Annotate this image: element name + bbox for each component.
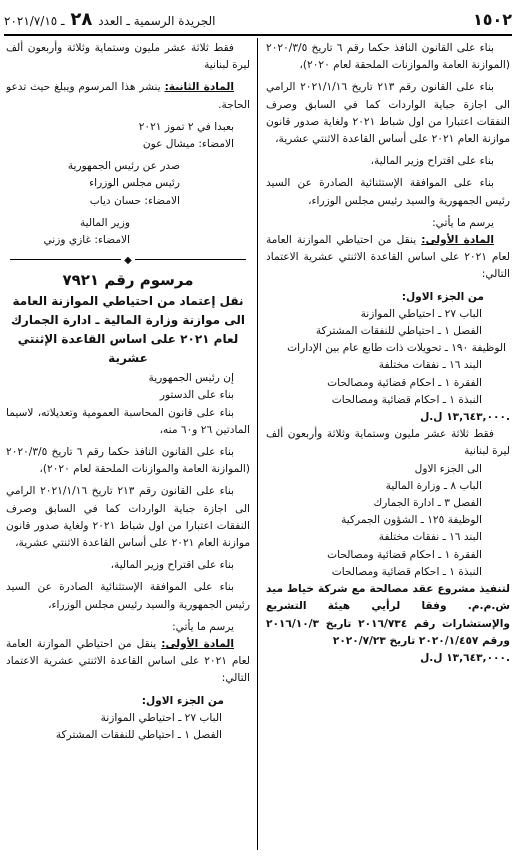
page-number: ١٥٠٢ — [472, 9, 512, 29]
left-column — [6, 40, 250, 852]
list-item: الوظيفة ١٩٠ ـ تحويلات ذات طابع عام بين الإدارات — [287, 342, 506, 355]
list-item: الباب ٢٧ ـ احتياطي الموازنة — [360, 307, 482, 320]
issue-info — [4, 9, 216, 30]
signature-finance: الامضاء: غازي وزني — [43, 234, 130, 247]
paragraph: بناء على اقتراح وزير المالية، — [110, 559, 234, 572]
article-label: المادة الثانية: — [164, 81, 234, 94]
paragraph: إن رئيس الجمهورية — [148, 372, 234, 385]
issued-by: صدر عن رئيس الجمهورية — [67, 160, 180, 173]
list-item: الفقرة ١ ـ احكام قضائية ومصالحات — [327, 376, 482, 389]
article-text: ينشر هذا المرسوم ويبلغ حيث تدعو الحاجة. — [6, 81, 250, 111]
article-1 — [266, 232, 510, 284]
paragraph: بناء على الموافقة الإستثنائية الصادرة عن السيد رئيس الجمهورية والسيد رئيس مجلس الوزراء، — [266, 177, 510, 207]
date-line: بعبدا في ٢ تموز ٢٠٢١ — [138, 120, 234, 133]
list-item: الفصل ١ ـ احتياطي للنفقات المشتركة — [315, 325, 482, 338]
paragraph: بناء على القانون النافذ حكما رقم ٦ تاريخ ٢٠٢٠/٣/٥ (الموازنة العامة والموازنات الملحقة لعام ٢٠٢٠)، — [266, 42, 510, 72]
right-column — [266, 40, 510, 852]
list-item: الباب ٢٧ ـ احتياطي الموازنة — [100, 711, 222, 724]
paragraph: يرسم ما يأتي: — [432, 216, 494, 229]
article-text: ينقل من احتياطي الموازنة العامة لعام ٢٠٢١ على اساس القاعدة الاثنتي عشرية الاعتماد التالي: — [266, 234, 510, 281]
list-item: النبذة ١ ـ احكام قضائية ومصالحات — [331, 393, 482, 406]
list-item: البند ١٦ ـ نفقات مختلفة — [378, 359, 482, 372]
list-item: النبذة ١ ـ احكام قضائية ومصالحات — [331, 565, 482, 578]
list-item: الفصل ٣ ـ ادارة الجمارك — [373, 497, 482, 510]
paragraph: بناء على الدستور — [159, 389, 234, 402]
issue-date: ـ ٢٠٢١/٧/١٥ — [4, 13, 65, 28]
signature-pm: الامضاء: حسان دياب — [89, 194, 180, 207]
amount: ١٣,٦٤٣,٠٠٠ ل.ل. — [420, 411, 510, 424]
paragraph: بناء على الموافقة الإستثنائية الصادرة عن السيد رئيس الجمهورية والسيد رئيس مجلس الوزراء، — [6, 581, 250, 611]
finance-minister: وزير المالية — [79, 216, 130, 229]
paragraph: بناء على القانون النافذ حكما رقم ٦ تاريخ ٢٠٢٠/٣/٥ (الموازنة العامة والموازنات الملحقة لعام ٢٠٢٠)، — [6, 446, 250, 476]
section-heading: من الجزء الاول: — [401, 290, 484, 303]
paragraph: بناء على القانون رقم ٢١٣ تاريخ ٢٠٢١/١/١٦ الرامي الى اجازة جباية الواردات كما في السابق وصرف النفقات اعتبارا من اول شباط ٢٠٢١ ولغاية صدور قانون موازنة العام ٢٠٢١ على أساس القاعدة الاثنتي عشرية، — [266, 81, 510, 146]
issue-number: ٢٨ — [70, 8, 93, 30]
decree-separator: ◆ — [6, 252, 250, 266]
pm-title: رئيس مجلس الوزراء — [89, 177, 180, 190]
section-heading: من الجزء الاول: — [141, 694, 224, 707]
amount: ١٣,٦٤٣,٠٠٠ ل.ل. — [420, 651, 510, 664]
page-header — [4, 6, 512, 32]
paragraph: بناء على اقتراح وزير المالية، — [370, 155, 494, 168]
decree-title: نقل إعتماد من احتياطي الموازنة العامة الى موازنة وزارة المالية ـ ادارة الجمارك لعام ٢٠٢١ على اساس القاعدة الإثنتي عشرية — [10, 294, 246, 366]
amount-words: فقط ثلاثة عشر مليون وستماية وثلاثة وأربعون ألف ليرة لبنانية — [6, 42, 250, 72]
list-item: الباب ٨ ـ وزارة المالية — [385, 479, 482, 492]
article-2 — [6, 79, 250, 113]
list-item: الفقرة ١ ـ احكام قضائية ومصالحات — [327, 548, 482, 561]
article-label: المادة الأولى: — [161, 638, 234, 651]
issue-label: الجريدة الرسمية ـ العدد — [98, 13, 216, 28]
article-text: ينقل من احتياطي الموازنة العامة لعام ٢٠٢١ على اساس القاعدة الاثنتي عشرية الاعتماد التالي: — [6, 638, 250, 685]
amount-words: فقط ثلاثة عشر مليون وستماية وثلاثة وأربعون ألف ليرة لبنانية — [266, 428, 510, 458]
paragraph: يرسم ما يأتي: — [172, 620, 234, 633]
article-label: المادة الأولى: — [421, 234, 494, 247]
article-1 — [6, 636, 250, 688]
paragraph: بناء على القانون رقم ٢١٣ تاريخ ٢٠٢١/١/١٦ الرامي الى اجازة جباية الواردات كما في السابق وصرف النفقات اعتبارا من اول شباط ٢٠٢١ ولغاية صدور قانون موازنة العام ٢٠٢١ على أساس القاعدة الاثنتي عشرية، — [6, 485, 250, 550]
list-item: الفصل ١ ـ احتياطي للنفقات المشتركة — [55, 729, 222, 742]
decree-number: مرسوم رقم ٧٩٢١ — [62, 271, 194, 290]
section-heading: الى الجزء الاول — [414, 462, 482, 475]
list-item: البند ١٦ ـ نفقات مختلفة — [378, 531, 482, 544]
signature-president: الامضاء: ميشال عون — [142, 138, 234, 151]
list-item: الوظيفة ١٢٥ ـ الشؤون الجمركية — [341, 514, 482, 527]
execution-note: لتنفيذ مشروع عقد مصالحة مع شركة خياط ميد ش.م.م. وفقا لرأيي هيئة التشريع والإستشارات رقم ٢٠١٦/٧٣٤ تاريخ ٢٠١٦/١٠/٣ ورقم ٢٠٢٠/١/٤٥٧ تاريخ ٢٠٢٠/٧/٢٣ — [266, 583, 510, 647]
header-rule — [4, 34, 512, 36]
paragraph: بناء على قانون المحاسبة العمومية وتعديلاته، لاسيما المادتين ٢٦ و٦٠ منه، — [6, 406, 250, 436]
column-divider — [257, 38, 258, 850]
